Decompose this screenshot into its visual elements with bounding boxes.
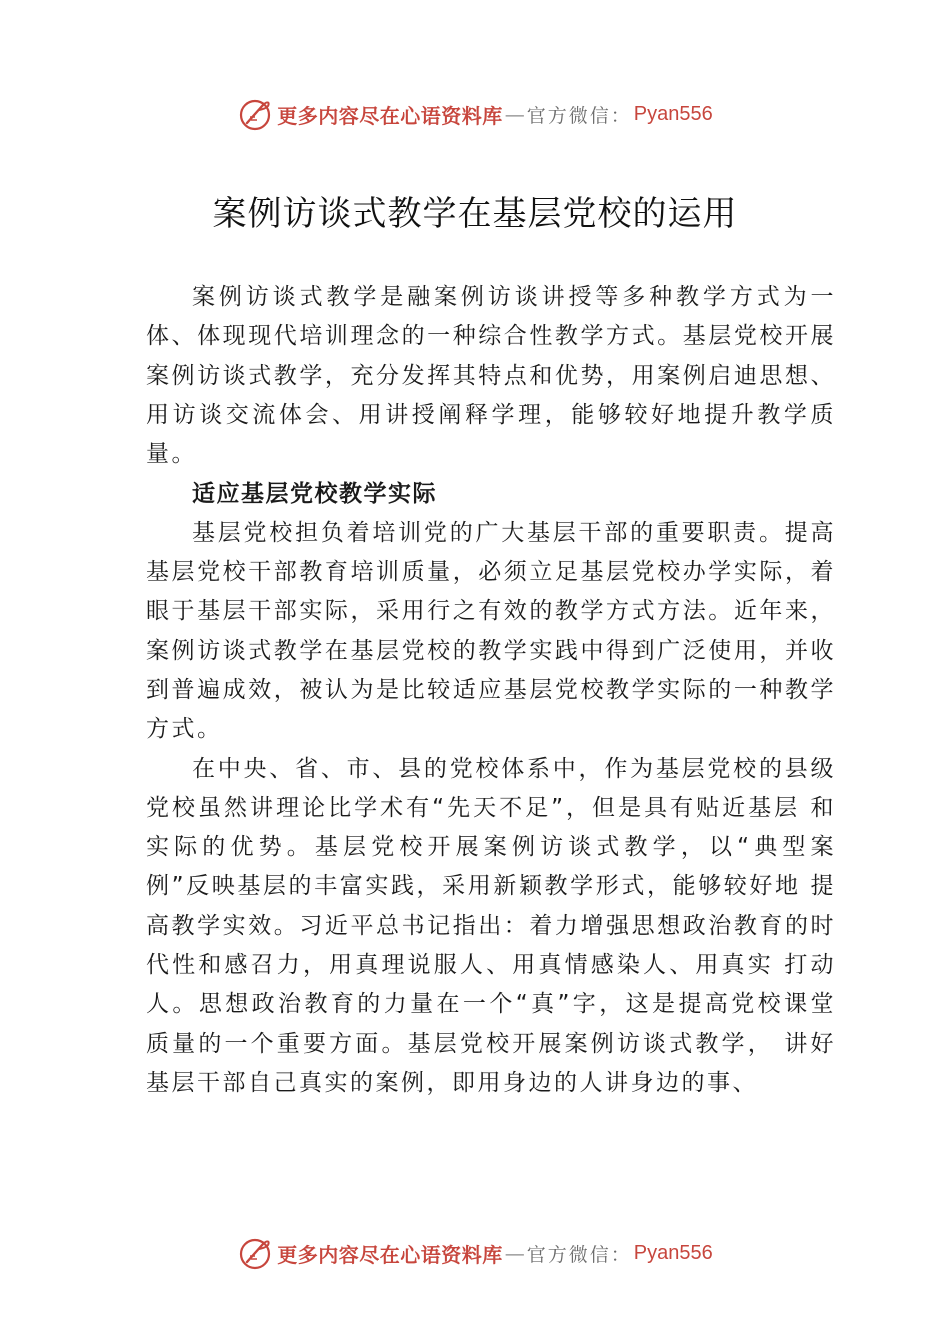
intro-paragraph: 案例访谈式教学是融案例访谈讲授等多种教学方式为一体、体现现代培训理念的一种综合性教学方式。基层党校开展案例访谈式教学，充分发挥其特点和优势，用案例启迪思想、用访谈交流体会、用讲授阐释学理，能够较好地提升教学质量。	[146, 284, 836, 468]
footer-banner	[0, 1233, 950, 1273]
document-body	[146, 278, 836, 1103]
banner-separator: —	[504, 102, 525, 126]
banner-text: 更多内容尽在心语资料库	[277, 1242, 503, 1267]
banner-text: 更多内容尽在心语资料库	[277, 103, 503, 128]
section-heading: 适应基层党校教学实际	[192, 480, 437, 508]
banner-separator: —	[504, 1241, 525, 1265]
header-banner	[0, 94, 950, 134]
banner-label: 官方微信：	[526, 104, 632, 127]
banner-label: 官方微信：	[526, 1243, 632, 1266]
body-paragraph-1: 基层党校担负着培训党的广大基层干部的重要职责。提高基层党校干部教育培训质量，必须立足基层党校办学实际，着眼于基层干部实际，采用行之有效的教学方式方法。近年来，案例访谈式教学在基层党校的教学实践中得到广泛使用，并收到普遍成效，被认为是比较适应基层党校教学实际的一种教学方式。	[146, 519, 836, 743]
body-paragraph-2: 在中央、省、市、县的党校体系中，作为基层党校的县级党校虽然讲理论比学术有“先天不足”，但是具有贴近基层 和实际的优势。基层党校开展案例访谈式教学，以“典型案例”反映基层的丰富实践，采用新颖教学形式，能够较好地 提高教学实效。习近平总书记指出：着力增强思想政治教育的时代性和感召力，用真理说服人、用真情感染人、用真实 打动人。思想政治教育的力量在一个“真”字，这是提高党校课堂质量的一个重要方面。基层党校开展案例访谈式教学， 讲好基层干部自己真实的案例，即用身边的人讲身边的事、	[146, 755, 836, 1096]
document-title: 案例访谈式教学在基层党校的运用	[212, 194, 738, 234]
quill-logo-icon	[237, 1235, 273, 1271]
banner-wechat-id: Pyan556	[633, 102, 713, 125]
banner-wechat-id: Pyan556	[633, 1241, 713, 1264]
quill-logo-icon	[237, 96, 273, 132]
